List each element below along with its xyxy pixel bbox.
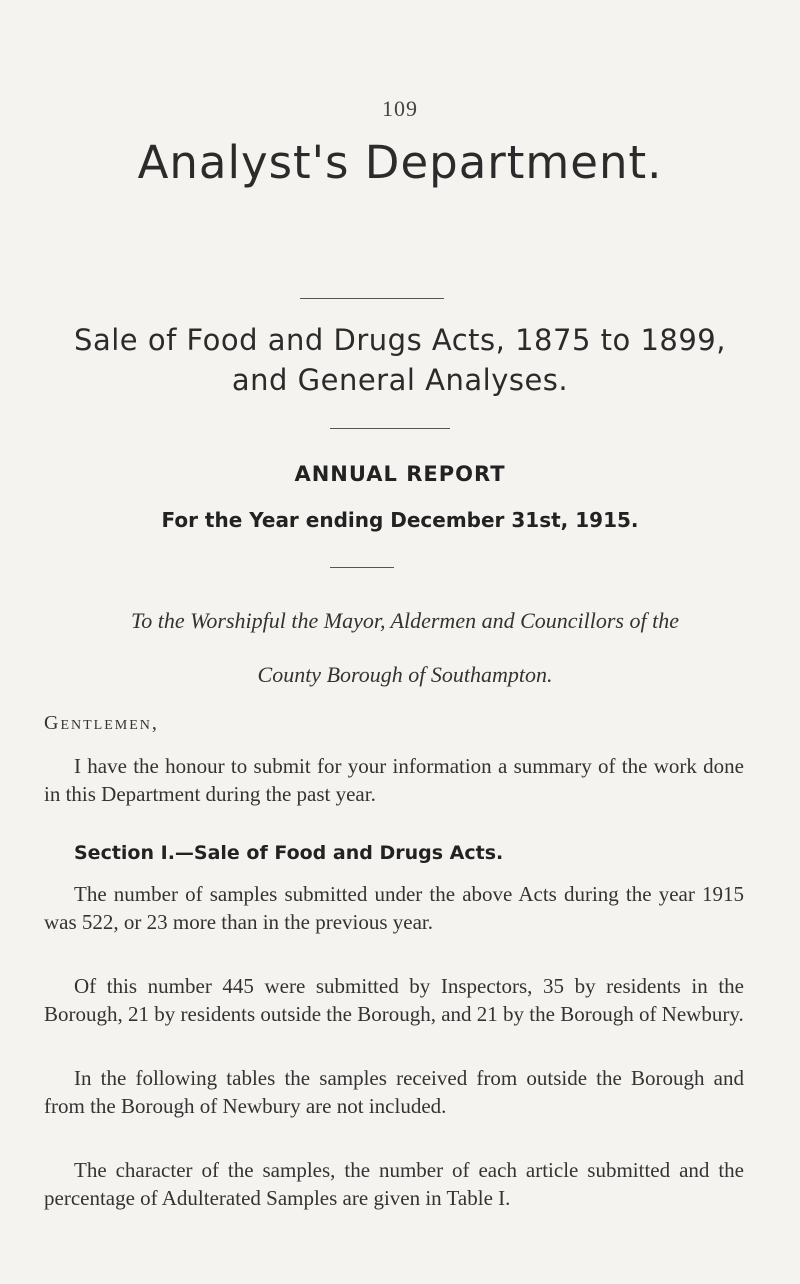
divider-rule [300, 298, 444, 299]
report-subtitle [0, 320, 800, 400]
address-line-2: County Borough of Southampton. [257, 662, 553, 687]
subtitle-line-1: Sale of Food and Drugs Acts, 1875 to 1899, [74, 323, 726, 357]
intro-paragraph: I have the honour to submit for your information a summary of the work done in this Department during the past year. [44, 754, 744, 806]
address-block [60, 594, 750, 702]
year-ending-heading: For the Year ending December 31st, 1915. [161, 508, 639, 532]
address-line-1: To the Worshipful the Mayor, Aldermen and Councillors of the [131, 608, 679, 633]
subtitle-line-2: and General Analyses. [231, 363, 569, 397]
department-title: Analyst's Department. [137, 136, 663, 189]
samples-count-paragraph: The number of samples submitted under the above Acts during the year 1915 was 522, or 23 more than in the previous year. [44, 882, 744, 934]
character-note-paragraph: The character of the samples, the number of each article submitted and the percentage of Adulterated Samples are given in Table I. [44, 1158, 744, 1210]
page-number: 109 [382, 96, 418, 121]
divider-rule [330, 567, 394, 568]
salutation: Gentlemen, [44, 712, 159, 734]
annual-report-heading: ANNUAL REPORT [294, 462, 506, 486]
tables-note-paragraph: In the following tables the samples received from outside the Borough and from the Borough of Newbury are not included. [44, 1066, 744, 1118]
section-heading: Section I.—Sale of Food and Drugs Acts. [74, 842, 504, 864]
breakdown-paragraph: Of this number 445 were submitted by Inspectors, 35 by residents in the Borough, 21 by residents outside the Borough, and 21 by the Borough of Newbury. [44, 974, 744, 1026]
divider-rule [330, 428, 450, 429]
